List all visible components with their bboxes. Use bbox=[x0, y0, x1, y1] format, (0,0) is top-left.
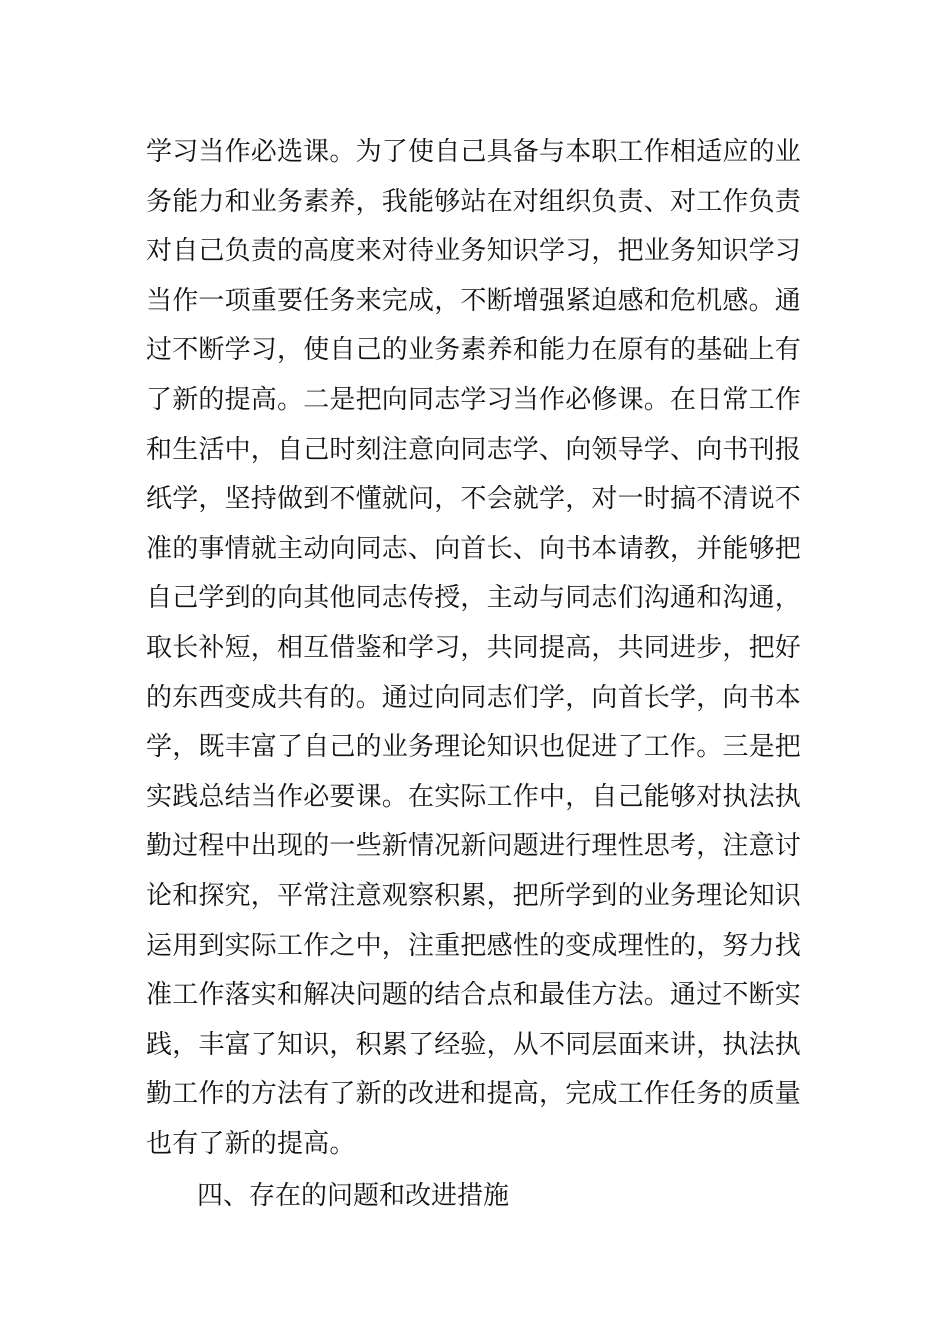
text-line: 对自己负责的高度来对待业务知识学习，把业务知识学习 bbox=[146, 236, 802, 267]
text-line: 勤过程中出现的一些新情况新问题进行理性思考，注意讨 bbox=[146, 831, 802, 862]
text-line: 准的事情就主动向同志、向首长、向书本请教，并能够把 bbox=[146, 533, 802, 564]
text-line: 实践总结当作必要课。在实际工作中，自己能够对执法执 bbox=[146, 781, 802, 812]
text-line: 当作一项重要任务来完成，不断增强紧迫感和危机感。通 bbox=[146, 285, 802, 316]
text-line: 务能力和业务素养，我能够站在对组织负责、对工作负责 bbox=[146, 186, 802, 217]
text-line: 学，既丰富了自己的业务理论知识也促进了工作。三是把 bbox=[146, 732, 802, 763]
text-line: 过不断学习，使自己的业务素养和能力在原有的基础上有 bbox=[146, 335, 802, 366]
body-text bbox=[146, 128, 816, 1169]
text-line: 的东西变成共有的。通过向同志们学，向首长学，向书本 bbox=[146, 682, 802, 713]
text-line: 了新的提高。二是把向同志学习当作必修课。在日常工作 bbox=[146, 384, 802, 415]
text-line: 论和探究，平常注意观察积累，把所学到的业务理论知识 bbox=[146, 880, 802, 911]
text-line: 取长补短，相互借鉴和学习，共同提高，共同进步，把好 bbox=[146, 632, 802, 663]
text-line: 践，丰富了知识，积累了经验，从不同层面来讲，执法执 bbox=[146, 1029, 802, 1060]
text-line: 运用到实际工作之中，注重把感性的变成理性的，努力找 bbox=[146, 930, 802, 961]
text-line: 也有了新的提高。 bbox=[146, 1128, 356, 1159]
section-heading: 四、存在的问题和改进措施 bbox=[197, 1181, 510, 1211]
text-line: 和生活中，自己时刻注意向同志学、向领导学、向书刊报 bbox=[146, 434, 802, 465]
text-line: 自己学到的向其他同志传授，主动与同志们沟通和沟通， bbox=[146, 583, 802, 614]
text-line: 准工作落实和解决问题的结合点和最佳方法。通过不断实 bbox=[146, 980, 802, 1011]
text-line: 勤工作的方法有了新的改进和提高，完成工作任务的质量 bbox=[146, 1079, 802, 1110]
text-line: 纸学，坚持做到不懂就问，不会就学，对一时搞不清说不 bbox=[146, 484, 802, 515]
text-line: 学习当作必选课。为了使自己具备与本职工作相适应的业 bbox=[146, 137, 802, 167]
